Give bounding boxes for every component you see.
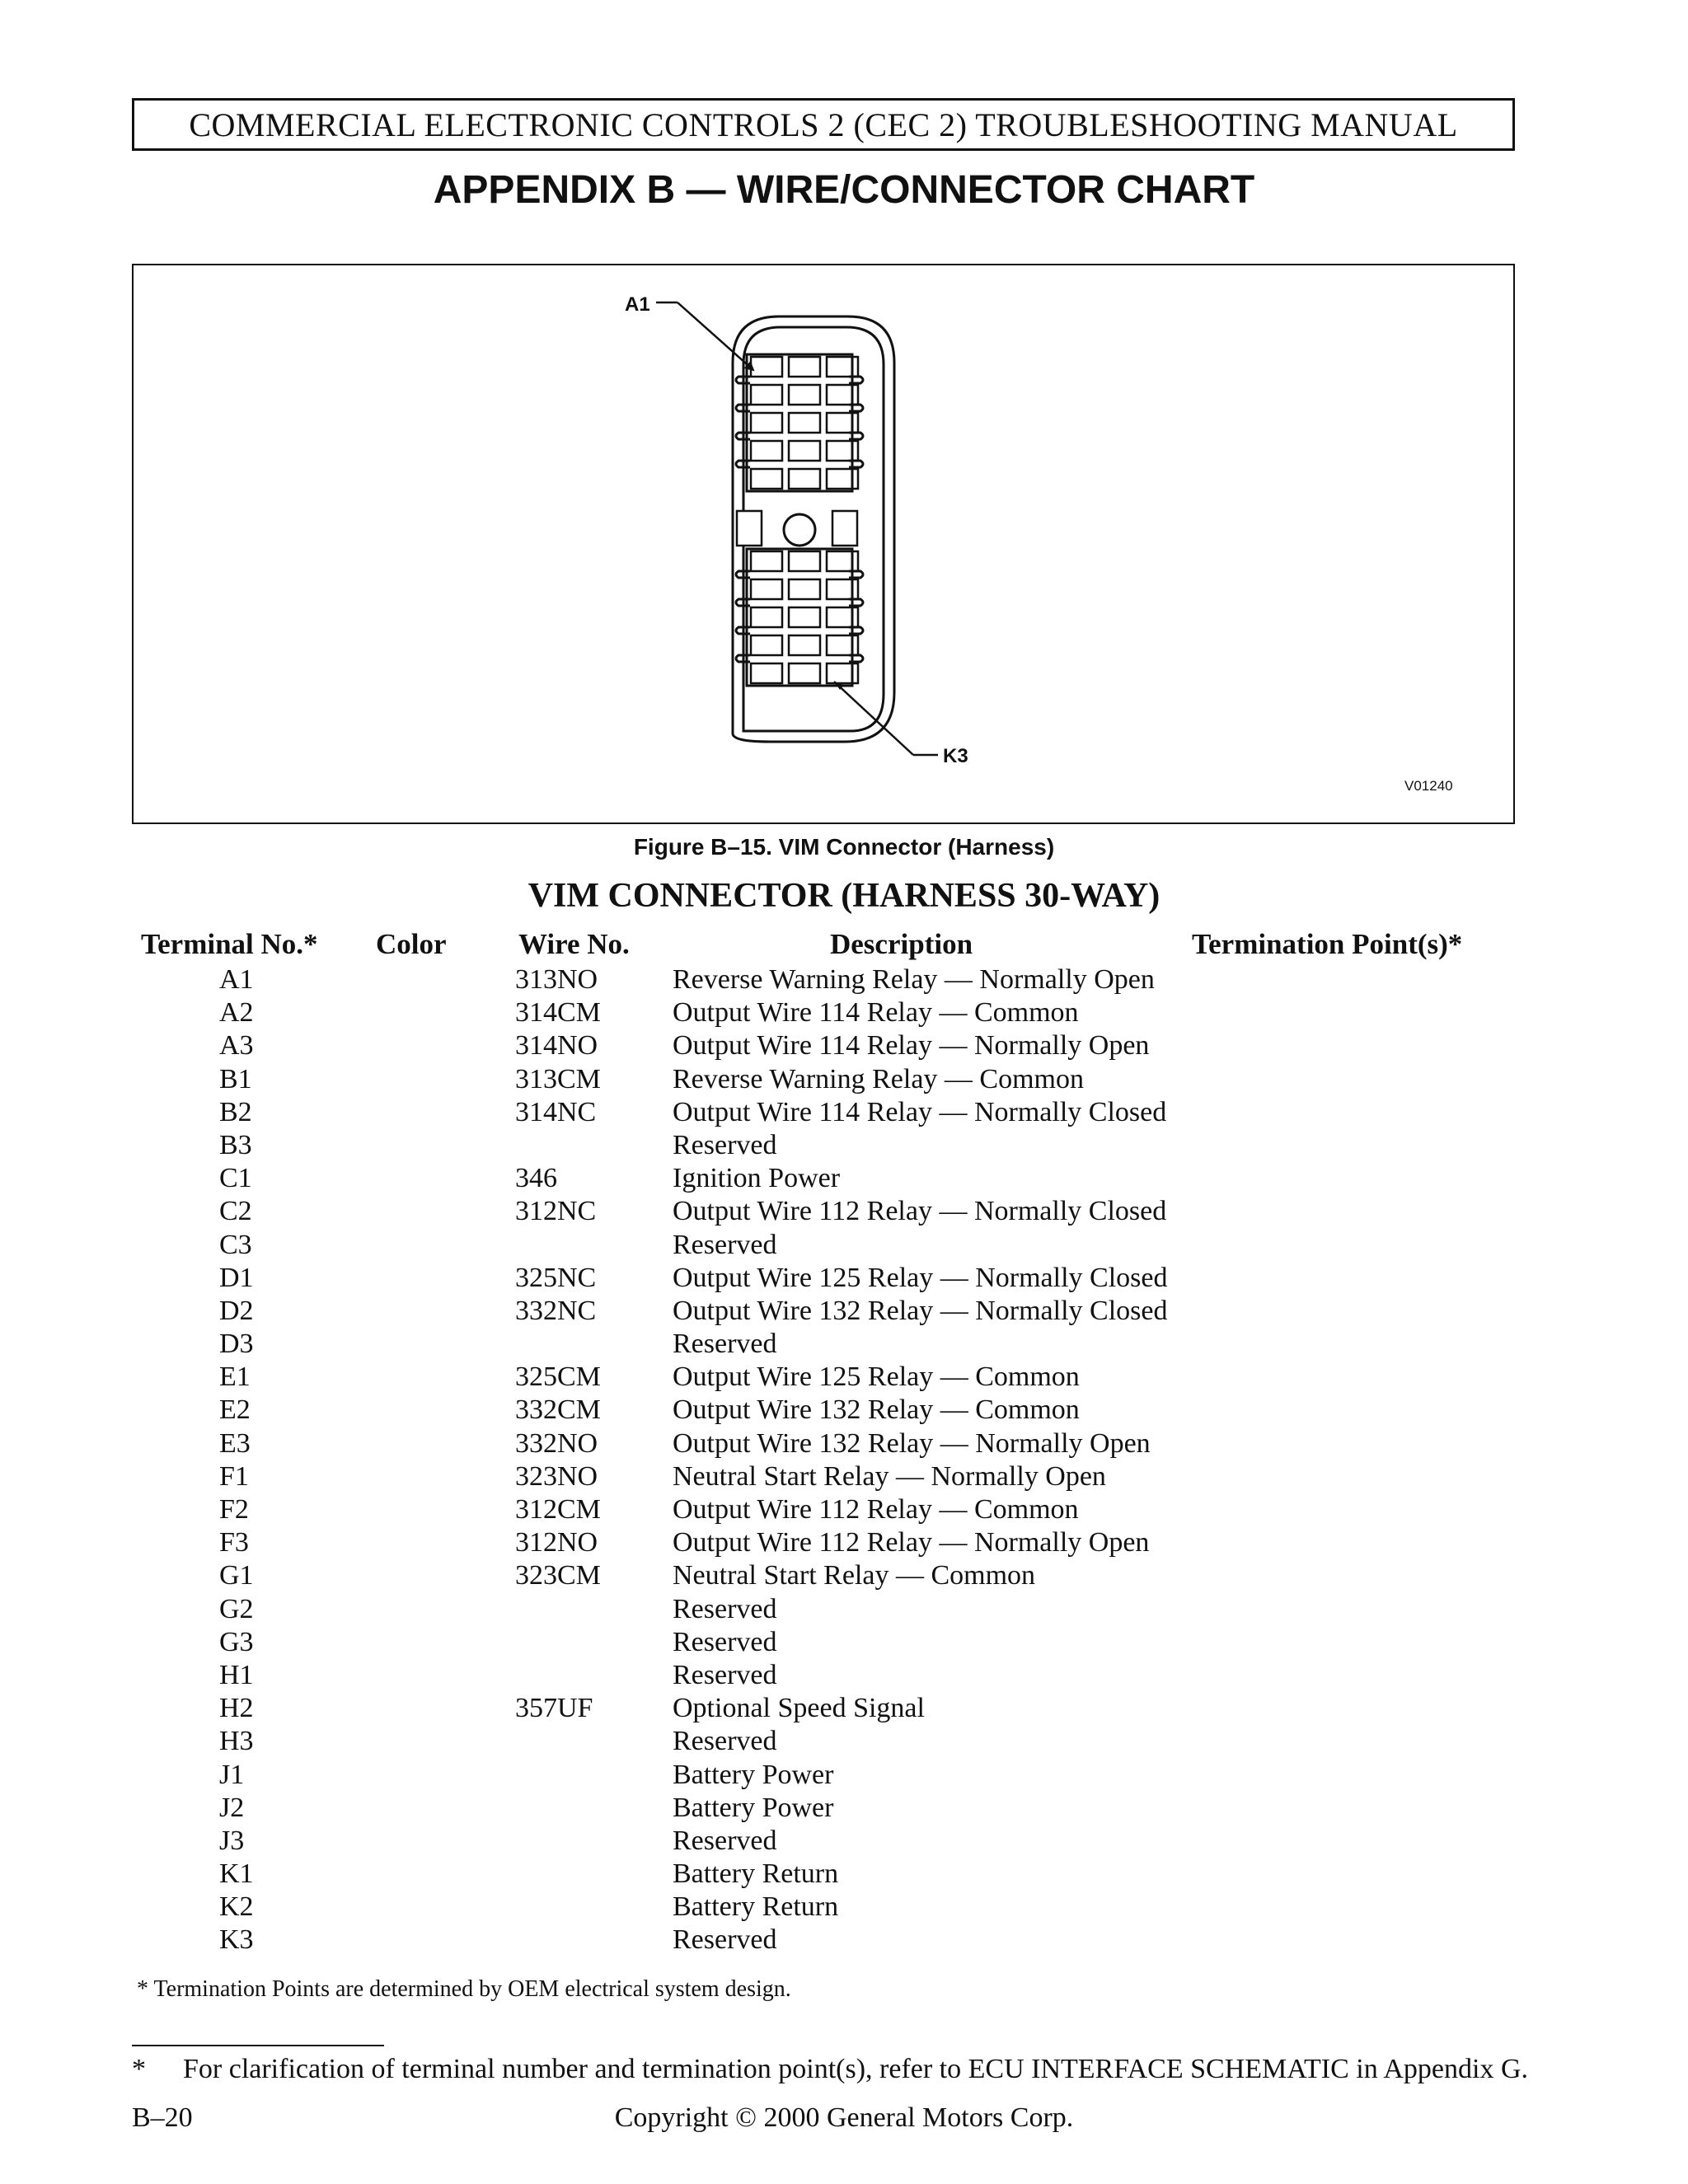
figure-id: V01240 xyxy=(1404,778,1453,794)
table-row xyxy=(0,1693,1688,1726)
terminal-cell: C3 xyxy=(219,1229,252,1260)
terminal-cell: E1 xyxy=(219,1361,251,1393)
terminal-cell: H2 xyxy=(219,1693,254,1724)
wire-number-cell: 325NC xyxy=(515,1262,597,1293)
footnote-text: For clarification of terminal number and termination point(s), refer to ECU INTERFACE SCHEMATIC in Appendix G. xyxy=(183,2054,1529,2084)
page-number: B–20 xyxy=(132,2102,193,2133)
table-note: * Termination Points are determined by OEM electrical system design. xyxy=(137,1976,791,2002)
description-cell: Reserved xyxy=(673,1329,777,1360)
k3-arrow-line xyxy=(834,682,913,755)
terminal-cell: G3 xyxy=(219,1626,254,1657)
terminal-cell: H3 xyxy=(219,1726,254,1757)
description-cell: Neutral Start Relay — Common xyxy=(673,1560,1036,1591)
table-row xyxy=(0,1858,1688,1891)
terminal-cavity xyxy=(751,663,782,683)
terminal-cavity xyxy=(789,385,820,405)
copyright: Copyright © 2000 General Motors Corp. xyxy=(614,2102,1074,2133)
description-cell: Output Wire 114 Relay — Normally Open xyxy=(673,1030,1150,1062)
wire-number-cell: 314NO xyxy=(515,1030,598,1062)
terminal-cavity xyxy=(751,385,782,405)
connector-figure xyxy=(132,264,1515,824)
table-row xyxy=(0,1461,1688,1494)
table-row xyxy=(0,1594,1688,1627)
terminal-cavity xyxy=(751,413,782,433)
terminal-cell: C1 xyxy=(219,1163,252,1194)
table-row xyxy=(0,1527,1688,1560)
description-cell: Output Wire 114 Relay — Normally Closed xyxy=(673,1096,1167,1127)
terminal-cell: B2 xyxy=(219,1096,252,1127)
terminal-cell: G2 xyxy=(219,1593,254,1624)
terminal-cell: A2 xyxy=(219,997,254,1029)
terminal-cell: D3 xyxy=(219,1329,254,1360)
table-title: VIM CONNECTOR (HARNESS 30-WAY) xyxy=(528,877,1160,915)
description-cell: Reserved xyxy=(673,1626,777,1657)
terminal-cell: B1 xyxy=(219,1063,252,1094)
wire-number-cell: 332NC xyxy=(515,1295,597,1326)
wire-number-cell: 313NO xyxy=(515,964,598,995)
table-row xyxy=(0,1924,1688,1957)
table-row xyxy=(0,1428,1688,1461)
wire-number-cell: 332NO xyxy=(515,1427,598,1459)
description-cell: Output Wire 112 Relay — Normally Open xyxy=(673,1527,1150,1558)
description-cell: Neutral Start Relay — Normally Open xyxy=(673,1460,1106,1492)
terminal-cell: A1 xyxy=(219,964,254,995)
wire-number-cell: 314CM xyxy=(515,997,601,1029)
col-header-wire: Wire No. xyxy=(518,928,630,960)
terminal-cavity xyxy=(789,551,820,571)
description-cell: Reserved xyxy=(673,1229,777,1260)
appendix-title: APPENDIX B — WIRE/CONNECTOR CHART xyxy=(433,168,1255,212)
table-row xyxy=(0,1394,1688,1427)
table-row xyxy=(0,997,1688,1030)
table-row xyxy=(0,1196,1688,1229)
manual-title: COMMERCIAL ELECTRONIC CONTROLS 2 (CEC 2) TROUBLESHOOTING MANUAL xyxy=(189,105,1458,143)
description-cell: Reserved xyxy=(673,1726,777,1757)
table-row xyxy=(0,1329,1688,1361)
terminal-cavity xyxy=(789,663,820,683)
manual-title-box xyxy=(132,98,1515,151)
wire-number-cell: 314NC xyxy=(515,1096,597,1127)
wire-number-cell: 312CM xyxy=(515,1494,601,1525)
terminal-cavity xyxy=(789,441,820,461)
description-cell: Output Wire 125 Relay — Common xyxy=(673,1361,1080,1393)
wire-number-cell: 332CM xyxy=(515,1394,601,1426)
description-cell: Reserved xyxy=(673,1659,777,1690)
table-row xyxy=(0,1130,1688,1163)
table-row xyxy=(0,1726,1688,1759)
table-row xyxy=(0,1494,1688,1527)
table-row xyxy=(0,1263,1688,1296)
table-row xyxy=(0,1627,1688,1660)
description-cell: Output Wire 125 Relay — Normally Closed xyxy=(673,1262,1168,1293)
terminal-cell: F3 xyxy=(219,1527,249,1558)
wire-number-cell: 323NO xyxy=(515,1460,598,1492)
wire-number-cell: 312NC xyxy=(515,1196,597,1227)
terminal-cavity xyxy=(789,579,820,599)
description-cell: Battery Return xyxy=(673,1891,839,1923)
label-k3: K3 xyxy=(943,745,968,767)
terminal-cavity xyxy=(751,441,782,461)
col-header-termination: Termination Point(s)* xyxy=(1192,928,1463,960)
terminal-cavity xyxy=(789,635,820,655)
center-key-right xyxy=(832,511,857,546)
table-row xyxy=(0,964,1688,997)
wire-number-cell: 325CM xyxy=(515,1361,601,1393)
terminal-cavity xyxy=(751,551,782,571)
label-a1: A1 xyxy=(625,293,650,316)
a1-arrow xyxy=(678,302,753,370)
terminal-cell: H1 xyxy=(219,1659,254,1690)
terminal-cavity xyxy=(751,635,782,655)
terminal-cell: K3 xyxy=(219,1924,254,1956)
terminal-cavity xyxy=(789,469,820,489)
table-row xyxy=(0,1064,1688,1097)
table-row xyxy=(0,1793,1688,1825)
terminal-cell: F1 xyxy=(219,1460,249,1492)
terminal-cavity xyxy=(789,413,820,433)
wire-number-cell: 357UF xyxy=(515,1693,593,1724)
col-header-color: Color xyxy=(376,928,447,960)
terminal-cell: G1 xyxy=(219,1560,254,1591)
footnote-rule xyxy=(132,2045,384,2046)
terminal-cell: D1 xyxy=(219,1262,254,1293)
center-key-left xyxy=(737,511,762,546)
terminal-cell: D2 xyxy=(219,1295,254,1326)
wire-number-cell: 346 xyxy=(515,1163,557,1194)
table-row xyxy=(0,1825,1688,1858)
description-cell: Reverse Warning Relay — Normally Open xyxy=(673,964,1155,995)
terminal-cell: J2 xyxy=(219,1792,245,1823)
table-row xyxy=(0,1030,1688,1063)
wire-number-cell: 312NO xyxy=(515,1527,598,1558)
terminal-cavity xyxy=(751,579,782,599)
terminal-cavity xyxy=(751,357,782,377)
center-bolt-hole xyxy=(784,514,815,546)
col-header-description: Description xyxy=(830,928,973,960)
terminal-cell: A3 xyxy=(219,1030,254,1062)
terminal-cell: E3 xyxy=(219,1427,251,1459)
terminal-cell: C2 xyxy=(219,1196,252,1227)
terminal-cell: J1 xyxy=(219,1759,245,1790)
table-row xyxy=(0,1097,1688,1130)
table-row xyxy=(0,1230,1688,1263)
description-cell: Output Wire 112 Relay — Normally Closed xyxy=(673,1196,1167,1227)
terminal-table xyxy=(0,964,1688,1958)
description-cell: Output Wire 112 Relay — Common xyxy=(673,1494,1079,1525)
description-cell: Reserved xyxy=(673,1129,777,1160)
description-cell: Reserved xyxy=(673,1825,777,1856)
table-row xyxy=(0,1163,1688,1196)
terminal-cavity xyxy=(751,607,782,627)
description-cell: Optional Speed Signal xyxy=(673,1693,925,1724)
wire-number-cell: 323CM xyxy=(515,1560,601,1591)
terminal-cell: B3 xyxy=(219,1129,252,1160)
table-row xyxy=(0,1891,1688,1924)
table-row xyxy=(0,1660,1688,1693)
description-cell: Output Wire 114 Relay — Common xyxy=(673,997,1079,1029)
terminal-cavity xyxy=(789,607,820,627)
wire-number-cell: 313CM xyxy=(515,1063,601,1094)
description-cell: Reserved xyxy=(673,1593,777,1624)
col-header-terminal: Terminal No.* xyxy=(141,928,318,960)
description-cell: Output Wire 132 Relay — Normally Closed xyxy=(673,1295,1168,1326)
table-row xyxy=(0,1760,1688,1793)
description-cell: Battery Power xyxy=(673,1759,834,1790)
description-cell: Output Wire 132 Relay — Common xyxy=(673,1394,1080,1426)
description-cell: Reserved xyxy=(673,1924,777,1956)
table-row xyxy=(0,1560,1688,1593)
footnote-mark: * xyxy=(132,2054,146,2084)
terminal-cell: K2 xyxy=(219,1891,254,1923)
terminal-cell: F2 xyxy=(219,1494,249,1525)
terminal-cell: K1 xyxy=(219,1858,254,1890)
figure-caption: Figure B–15. VIM Connector (Harness) xyxy=(633,834,1055,860)
description-cell: Battery Power xyxy=(673,1792,834,1823)
connector-drawing xyxy=(134,265,1517,826)
terminal-cavity xyxy=(789,357,820,377)
terminal-cell: E2 xyxy=(219,1394,251,1426)
description-cell: Battery Return xyxy=(673,1858,839,1890)
description-cell: Reverse Warning Relay — Common xyxy=(673,1063,1084,1094)
table-row xyxy=(0,1361,1688,1394)
terminal-cell: J3 xyxy=(219,1825,245,1856)
table-row xyxy=(0,1296,1688,1329)
terminal-cavity xyxy=(751,469,782,489)
description-cell: Output Wire 132 Relay — Normally Open xyxy=(673,1427,1151,1459)
description-cell: Ignition Power xyxy=(673,1163,841,1194)
